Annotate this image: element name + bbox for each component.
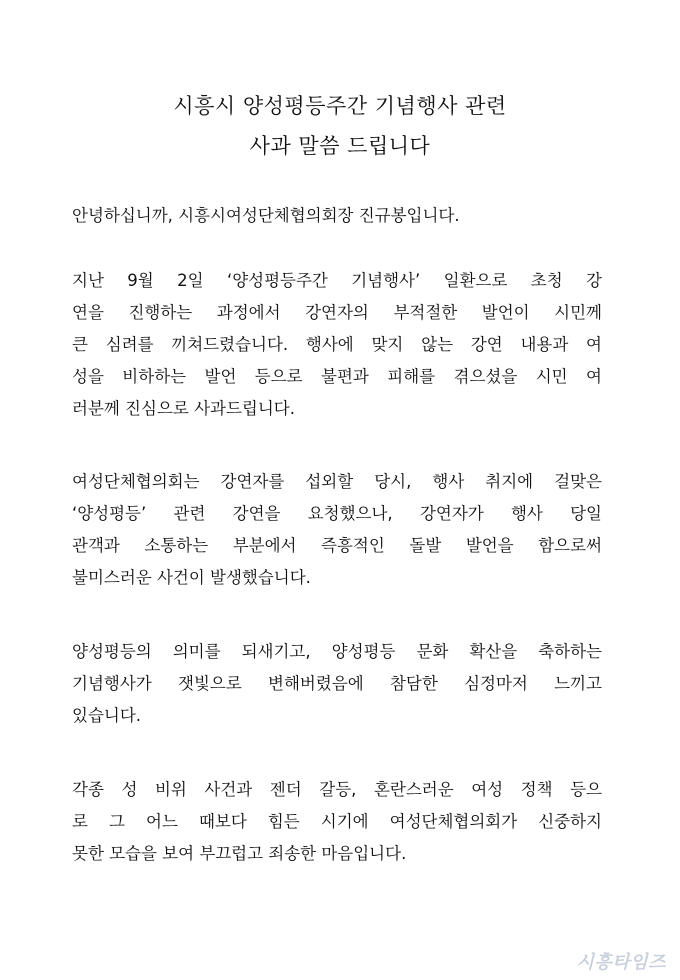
paragraph-1 <box>72 265 602 425</box>
document-title <box>0 86 680 166</box>
paragraph-line: 있습니다. <box>72 706 142 725</box>
title-line-1: 시흥시 양성평등주간 기념행사 관련 <box>173 94 507 118</box>
paragraph-line: 러분께 진심으로 사과드립니다. <box>72 399 295 418</box>
greeting-text: 안녕하십니까, 시흥시여성단체협의회장 진규봉입니다. <box>72 206 460 225</box>
paragraph-line: 각종 성 비위 사건과 젠더 갈등, 혼란스러운 여성 정책 등으 <box>72 780 602 799</box>
paragraph-line: 불미스러운 사건이 발생했습니다. <box>72 568 311 587</box>
paragraph-line: 로 그 어느 때보다 힘든 시기에 여성단체협의회가 신중하지 <box>72 812 602 831</box>
paragraph-line: 여성단체협의회는 강연자를 섭외할 당시, 행사 취지에 걸맞은 <box>72 472 602 491</box>
paragraph-line: 관객과 소통하는 부분에서 즉흥적인 돌발 발언을 함으로써 <box>72 536 602 555</box>
paragraph-line: 연을 진행하는 과정에서 강연자의 부적절한 발언이 시민께 <box>72 303 602 322</box>
paragraph-line: ‘양성평등’ 관련 강연을 요청했으나, 강연자가 행사 당일 <box>72 504 602 523</box>
paragraph-line: 지난 9월 2일 ‘양성평등주간 기념행사’ 일환으로 초청 강 <box>72 271 602 290</box>
publisher-watermark: 시흥타임즈 <box>576 952 666 973</box>
paragraph-line: 성을 비하하는 발언 등으로 불편과 피해를 겪으셨을 시민 여 <box>72 367 602 386</box>
paragraph-line: 기념행사가 잿빛으로 변해버렸음에 참담한 심정마저 느끼고 <box>72 674 602 693</box>
paragraph-line: 큰 심려를 끼쳐드렸습니다. 행사에 맞지 않는 강연 내용과 여 <box>72 335 602 354</box>
title-line-2: 사과 말씀 드립니다 <box>249 134 431 158</box>
paragraph-4 <box>72 774 602 870</box>
paragraph-3 <box>72 636 602 732</box>
paragraph-2 <box>72 466 602 594</box>
paragraph-line: 못한 모습을 보여 부끄럽고 죄송한 마음입니다. <box>72 844 407 863</box>
paragraph-line: 양성평등의 의미를 되새기고, 양성평등 문화 확산을 축하하는 <box>72 642 602 661</box>
